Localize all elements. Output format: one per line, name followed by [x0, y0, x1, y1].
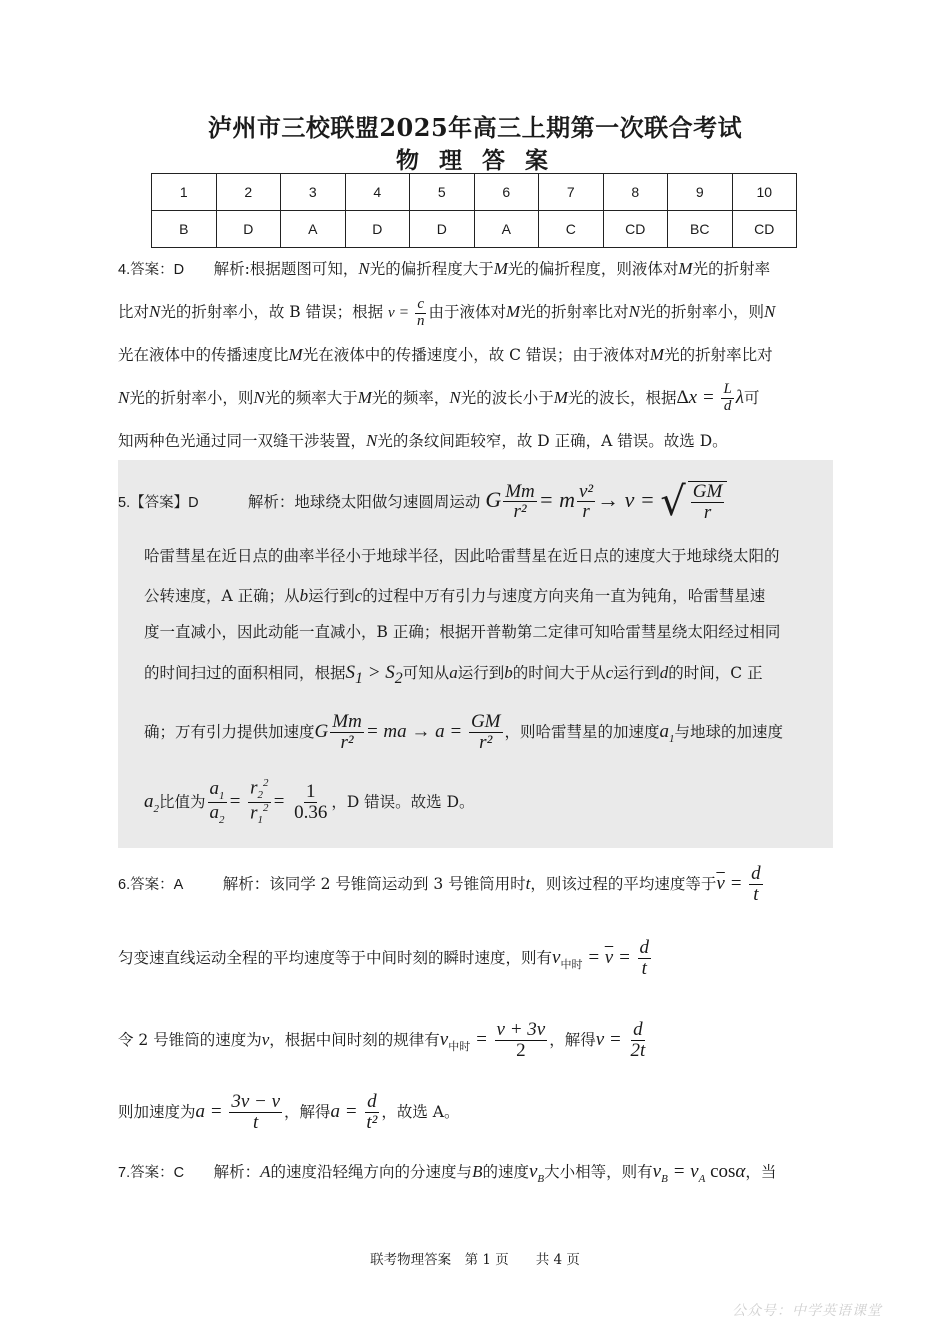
page-footer: 联考物理答案 第 1 页 共 4 页 — [370, 1252, 580, 1268]
text: 的时间扫过的面积相同，根据 — [144, 664, 346, 682]
table-cell: C — [539, 211, 604, 248]
text: ，解得 — [549, 1031, 596, 1049]
formula-delta-x: Δx = $\frac{L}{d}$ λ — [676, 381, 745, 415]
formula-s1-gt-s2: $S_1 > S_2$ — [345, 662, 403, 687]
text: c — [605, 663, 614, 682]
text: 解析： — [213, 1163, 261, 1181]
text: M — [357, 388, 372, 407]
text: ，D 错误。故选 D。 — [331, 793, 475, 811]
formula-average-velocity: $\overline{v}$ = $\frac{d}{t}$ — [716, 863, 761, 906]
text: ，根据中间时刻的规律有 — [269, 1031, 440, 1049]
text: 匀变速直线运动全程的平均速度等于中间时刻的瞬时速度，则有 — [118, 949, 553, 967]
q6-line — [118, 862, 838, 936]
table-cell: 10 — [732, 174, 797, 211]
text: N — [628, 302, 640, 321]
text: 运行到 — [457, 664, 505, 682]
formula-a2: $a_2$ — [144, 791, 159, 815]
text: N — [449, 388, 461, 407]
formula-mid-rule: $v_{中时}$ = $\frac{v + 3v}{2}$ — [439, 1019, 546, 1062]
formula-ratio: $\frac{a_1}{a_2}$ = $\frac{r_2^2}{r_1^2}$ = $\frac{1}{0.36}$ — [209, 777, 328, 827]
text: N — [149, 302, 161, 321]
text: M — [493, 259, 508, 278]
text: A — [260, 1162, 271, 1181]
text: N — [366, 431, 378, 450]
text: ，当 — [745, 1163, 777, 1181]
table-cell: 3 — [281, 174, 346, 211]
table-cell: 4 — [345, 174, 410, 211]
text: 比对 — [118, 303, 150, 321]
text: ，则该过程的平均速度等于 — [530, 875, 717, 893]
document-title: 泸州市三校联盟2025年高三上期第一次联合考试 — [207, 113, 743, 142]
text: B — [472, 1162, 483, 1181]
q5-line — [118, 770, 838, 834]
text: 光的折射率比对 — [520, 303, 629, 321]
q4-line — [118, 247, 838, 290]
text: t — [525, 874, 531, 893]
table-cell: A — [281, 211, 346, 248]
text: 的时间，C 正 — [668, 664, 763, 682]
text: 光在液体中的传播速度小，故 C 错误；由于液体对 — [302, 346, 650, 364]
text: 大小相等，则有 — [544, 1163, 653, 1181]
q7-solution — [118, 1150, 838, 1193]
text: 可知从 — [402, 664, 450, 682]
formula-v-c-over-n: v = $\frac{c}{n}$ — [388, 296, 425, 329]
answer-table-number-row — [152, 174, 797, 211]
text: M — [288, 345, 303, 364]
text: N — [358, 259, 370, 278]
text: 确；万有引力提供加速度 — [144, 723, 315, 741]
text: d — [659, 663, 669, 682]
text: 光的波长，根据 — [567, 389, 677, 407]
text: 光的频率， — [371, 389, 450, 407]
formula-a-result: a = $\frac{d}{\text{t²}}$ — [330, 1091, 378, 1134]
text: ，解得 — [284, 1103, 331, 1121]
text: 运行到 — [308, 587, 355, 605]
q4-solution — [118, 247, 838, 462]
table-cell: 6 — [474, 174, 539, 211]
text: N — [764, 302, 776, 321]
q5-line — [118, 577, 838, 614]
q6-solution — [118, 862, 838, 1150]
text: b — [299, 586, 309, 605]
text: M — [649, 345, 665, 364]
q5-solution — [118, 476, 838, 834]
q5-line — [118, 694, 838, 770]
watermark: 公众号：中学英语课堂 — [732, 1303, 882, 1319]
text: 公转速度，A 正确；从 — [144, 587, 300, 605]
table-cell: 8 — [603, 174, 668, 211]
table-cell: A — [474, 211, 539, 248]
table-cell: CD — [603, 211, 668, 248]
q4-line — [118, 419, 838, 462]
q5-line: 度一直减小，因此动能一直减小，B 正确；根据开普勒第二定律可知哈雷彗星绕太阳经过相同 — [144, 623, 781, 641]
q5-line — [118, 651, 838, 694]
table-cell: 9 — [668, 174, 733, 211]
answer-table — [151, 173, 797, 248]
text: 比值为 — [159, 793, 206, 811]
formula-acceleration-def: a = $\frac{3v - v}{t}$ — [195, 1091, 281, 1134]
formula-mid-velocity: $v_{中时} = \overline{v}$ = $\frac{d}{t}$ — [552, 937, 650, 980]
text: 知两种色光通过同一双缝干涉装置， — [118, 432, 367, 450]
text: M — [505, 302, 521, 321]
text: v — [261, 1030, 270, 1049]
text: 的速度 — [482, 1163, 529, 1181]
text: 与地球的加速度 — [674, 723, 784, 741]
q7-answer-label: 7.答案：C — [118, 1165, 185, 1181]
formula-vb: $v_B$ — [528, 1161, 545, 1185]
document-subtitle: 物 理 答 案 — [395, 147, 555, 174]
text: M — [553, 388, 568, 407]
table-cell: 2 — [216, 174, 281, 211]
formula-acceleration: G $\frac{Mm}{\text{r²}}$ = ma → a = $\frac{GM}{\text{r²}}$ — [314, 711, 501, 754]
q4-line — [118, 333, 838, 376]
formula-vb-equals-va-cos: $v_B = v_A$ cosα — [652, 1161, 746, 1185]
subscript: 中时 — [448, 1040, 471, 1053]
text: N — [253, 388, 265, 407]
text: 光的频率大于 — [264, 389, 358, 407]
table-cell: 7 — [539, 174, 604, 211]
text: 光的偏折程度大于 — [369, 260, 494, 278]
text: 解析:根据题图可知， — [213, 260, 359, 278]
formula-v-result: v = $\frac{d}{2t}$ — [595, 1019, 646, 1062]
text: 运行到 — [613, 664, 660, 682]
q6-line — [118, 1010, 838, 1090]
table-cell: D — [216, 211, 281, 248]
text: 光的折射率小，故 B 错误；根据 — [160, 303, 384, 321]
text: c — [354, 586, 363, 605]
table-cell: D — [410, 211, 475, 248]
text: 可 — [744, 389, 760, 407]
text: M — [678, 259, 693, 278]
text: 则加速度为 — [118, 1103, 196, 1121]
text: 的时间大于从 — [512, 664, 606, 682]
table-cell: D — [345, 211, 410, 248]
table-cell: CD — [732, 211, 797, 248]
text: a — [449, 663, 458, 682]
answer-table-answer-row — [152, 211, 797, 248]
text: ，则哈雷彗星的加速度 — [504, 723, 660, 741]
text: 令 2 号锥筒的速度为 — [118, 1031, 262, 1049]
q5-line — [118, 476, 838, 534]
text: 的速度沿轻绳方向的分速度与 — [270, 1163, 473, 1181]
table-cell: 1 — [152, 174, 217, 211]
q7-line — [118, 1150, 838, 1193]
text: 光的波长小于 — [460, 389, 554, 407]
subscript: 中时 — [560, 958, 583, 971]
text: 光的条纹间距较窄，故 D 正确，A 错误。故选 D。 — [377, 432, 728, 450]
q6-line — [118, 1090, 838, 1150]
q4-line — [118, 290, 838, 333]
table-cell: B — [152, 211, 217, 248]
text: 的过程中万有引力与速度方向夹角一直为钝角，哈雷彗星速 — [362, 587, 766, 605]
table-cell: BC — [668, 211, 733, 248]
text: 光的折射率 — [692, 260, 771, 278]
formula-gravitation-velocity: G $\frac{Mm}{\text{r²}}$ = m $\frac{\text{v²}}{r}$ → v = √ $\frac{GM}{r}$ — [485, 487, 729, 512]
text: b — [504, 663, 513, 682]
q5-line: 哈雷彗星在近日点的曲率半径小于地球半径，因此哈雷彗星在近日点的速度大于地球绕太阳的 — [144, 547, 780, 565]
text: 解析：地球绕太阳做匀速圆周运动 — [247, 493, 481, 511]
text: 光的偏折程度，则液体对 — [507, 260, 679, 278]
text: 光的折射率小，则 — [639, 303, 764, 321]
text: N — [118, 388, 130, 407]
text: 光的折射率比对 — [664, 346, 773, 364]
text: 由于液体对 — [428, 303, 506, 321]
formula-a1: $a_1$ — [659, 721, 675, 745]
text: 解析：该同学 2 号锥筒运动到 3 号锥筒用时 — [222, 875, 526, 893]
text: 光的折射率小，则 — [129, 389, 254, 407]
table-cell: 5 — [410, 174, 475, 211]
text: 光在液体中的传播速度比 — [118, 346, 289, 364]
q5-answer-label: 5.【答案】D — [118, 495, 199, 511]
q6-answer-label: 6.答案：A — [118, 877, 184, 893]
q4-answer-label: 4.答案：D — [118, 262, 185, 278]
text: ，故选 A。 — [381, 1103, 460, 1121]
q6-line — [118, 936, 838, 1010]
q4-line — [118, 376, 838, 419]
